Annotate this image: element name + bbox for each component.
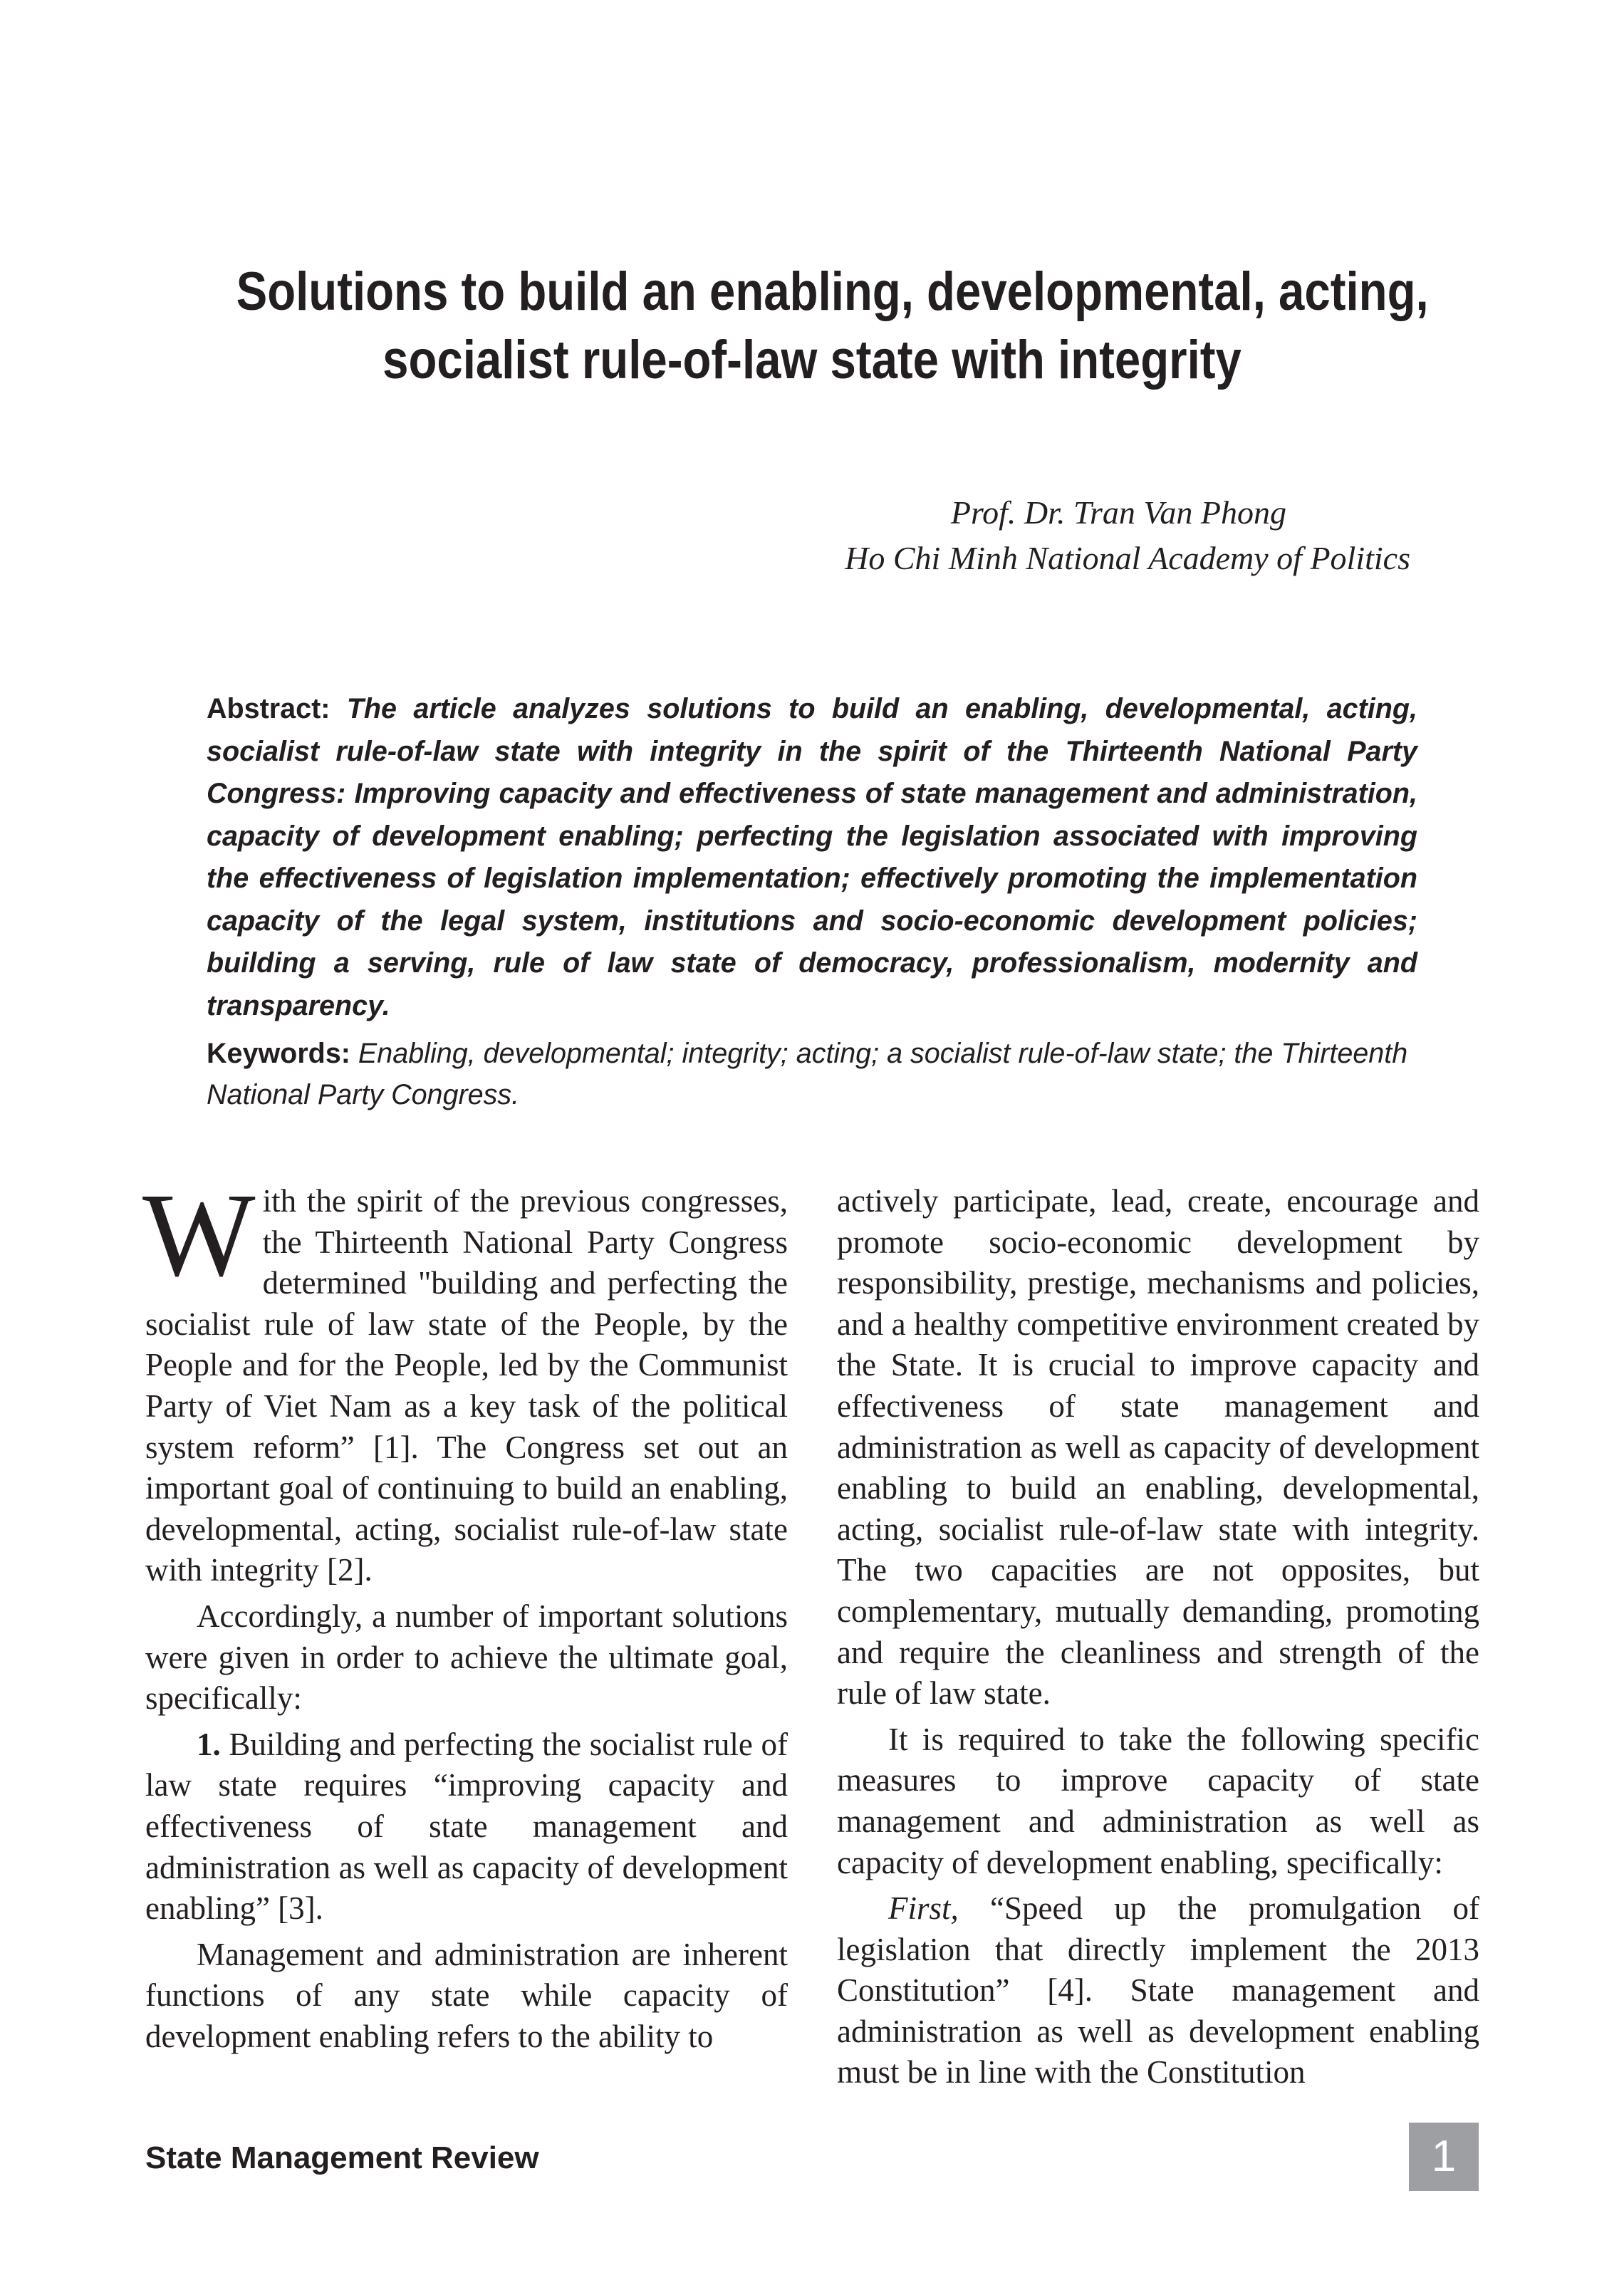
abstract-text: The article analyzes solutions to build an enabling, developmental, acting, socialist rule-of-law state with integrity in the spirit of the Thirteenth National Party Congress: Improving capacity and effectiveness of state management and administration, capacity of development enabling; perfecting the legislation associated with improving the effectiveness of legislation implementation; effectively promoting the implementation capacity of the legal system, institutions and socio-economic development policies; building a serving, rule of law state of democracy, professionalism, modernity and transparency.	[207, 693, 1417, 1021]
article-title-line-2: socialist rule-of-law state with integrity	[382, 330, 1242, 390]
body-paragraph-3-text: Building and perfecting the socialist rule of law state requires “improving capacity and effectiveness of state management and administration as well as capacity of development enabling” [3].	[145, 1726, 788, 1927]
body-paragraph-3	[145, 1724, 788, 1930]
article-title-line-1: Solutions to build an enabling, developmental, acting,	[236, 261, 1429, 322]
body-paragraph-7-text: “Speed up the promulgation of legislation that directly implement the 2013 Constitution” [4]. State management and administration as well as development enabling must be in line with the Constitution	[837, 1890, 1479, 2091]
abstract	[207, 688, 1417, 1027]
body-paragraph-1-text: ith the spirit of the previous congresses, the Thirteenth National Party Congress determined "building and perfecting the socialist rule of law state of the People, by the People and for the People, led by the Communist Party of Viet Nam as a key task of the political system reform” [1]. The Congress set out an important goal of continuing to build an enabling, developmental, acting, socialist rule-of-law state with integrity [2].	[145, 1183, 788, 1588]
body-paragraph-1	[142, 1169, 788, 1591]
body-paragraph-7	[837, 1888, 1479, 2093]
keywords	[207, 1033, 1417, 1115]
article-title	[236, 258, 1429, 395]
body-paragraph-2: Accordingly, a number of important solutions were given in order to achieve the ultimate goal, specifically:	[145, 1598, 788, 1717]
section-number: 1.	[197, 1726, 221, 1762]
keywords-label: Keywords:	[207, 1038, 350, 1069]
journal-name: State Management Review	[145, 2140, 539, 2175]
body-paragraph-4: Management and administration are inherent functions of any state while capacity of development enabling refers to the ability to	[145, 1936, 788, 2054]
body-column-left	[142, 1169, 788, 2062]
drop-cap: W	[142, 1169, 256, 1301]
keywords-text: Enabling, developmental; integrity; acting; a socialist rule-of-law state; the Thirteenth National Party Congress.	[207, 1038, 1408, 1110]
body-paragraph-6: It is required to take the following specific measures to improve capacity of state management and administration as well as capacity of development enabling, specifically:	[837, 1721, 1479, 1880]
author-block	[845, 490, 1410, 581]
body-column-right	[837, 1181, 1479, 2098]
author-affiliation: Ho Chi Minh National Academy of Politics	[845, 540, 1410, 576]
abstract-label: Abstract:	[207, 693, 330, 724]
page-number: 1	[1409, 2123, 1479, 2191]
first-emphasis: First,	[888, 1890, 959, 1927]
body-paragraph-5: actively participate, lead, create, encourage and promote socio-economic development by responsibility, prestige, mechanisms and policies, and a healthy competitive environment created by the State. It is crucial to improve capacity and effectiveness of state management and administration as well as capacity of development enabling to build an enabling, developmental, acting, socialist rule-of-law state with integrity. The two capacities are not opposites, but complementary, mutually demanding, promoting and require the cleanliness and strength of the rule of law state.	[837, 1183, 1479, 1712]
author-name: Prof. Dr. Tran Van Phong	[950, 494, 1286, 531]
